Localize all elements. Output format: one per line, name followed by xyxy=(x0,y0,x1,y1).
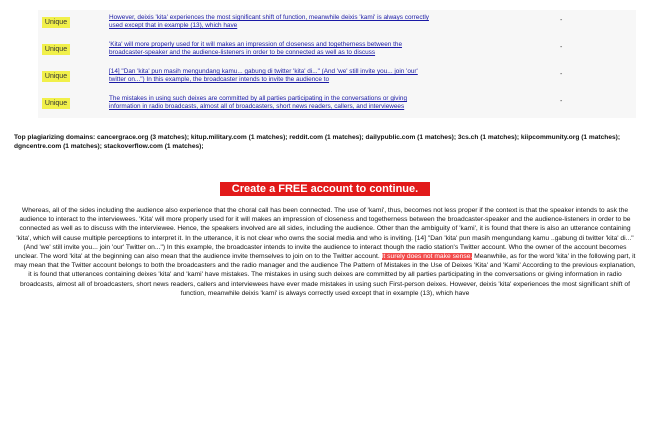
result-dash: - xyxy=(560,44,563,51)
result-row xyxy=(38,91,636,118)
snippet-line: 'Kita' will more properly used for it will makes an impression of closeness and togetherness between the xyxy=(109,41,403,48)
snippet-line: The mistakes in using such deixes are committed by all parties participating in the conversations or giving xyxy=(109,95,408,102)
result-dash: - xyxy=(560,71,563,78)
document-text xyxy=(14,206,636,298)
unique-badge: Unique xyxy=(42,17,70,28)
text-before: Whereas, all of the sides including the audience also experience that the choral call has been connected. The use of 'kami', thus, becomes not less proper if the context is that the speaker intends to ask the audience to interact to the interviewees. 'Kita' will more properly used for it will makes an impression of closeness and togetherness between the broadcaster-speaker and the audience-listeners in order to be connected as well as to discuss with the interviewee. Hence, the speakers involved are all sides, including the audience. Other than the ambiguity of 'kami', it is found that there is also an utterance containing 'kita', which will cause multiple perceptions to interpret it. In the utterance, it is not clear who owns the social media and who is inviting. [14] "Dan 'kita' pun masih mengundang kamu ..gabung di twitter 'kita' di..." (And 'we' still invite you... join 'our' Twitter on...") In this example, the broadcaster intends to invite the audience to interact though the radio station's Twitter account. Who the owner of the account becomes unclear. The word 'kita' at the beginning can also mean that the audience invite themselves to join on to the Twitter account. xyxy=(14,207,634,261)
snippet-line: However, deixis 'kita' experiences the most significant shift of function, meanwhile deixis 'kami' is always correctly xyxy=(109,14,429,21)
snippet-line: information in radio broadcasts, almost all of broadcasters, short news readers, callers, and interviewees xyxy=(109,103,405,110)
create-account-button[interactable]: Create a FREE account to continue. xyxy=(220,182,430,196)
result-snippet-link[interactable] xyxy=(109,68,477,84)
result-row xyxy=(38,64,636,91)
unique-badge: Unique xyxy=(42,44,70,55)
result-row xyxy=(38,37,636,64)
result-dash: - xyxy=(560,98,563,105)
result-snippet-link[interactable] xyxy=(109,14,477,30)
highlighted-phrase: It surely does not make sense. xyxy=(381,253,473,261)
unique-badge: Unique xyxy=(42,71,70,82)
top-domains xyxy=(14,133,636,151)
result-row xyxy=(38,10,636,37)
top-domains-label: Top plagiarizing domains: xyxy=(14,134,96,141)
result-snippet-link[interactable] xyxy=(109,41,477,57)
result-dash: - xyxy=(560,17,563,24)
result-snippet-link[interactable] xyxy=(109,95,477,111)
unique-badge: Unique xyxy=(42,98,70,109)
results-table xyxy=(38,10,636,118)
snippet-line: [14] "Dan 'kita' pun masih mengundang kamu... gabung di twitter 'kita' di..." (And 'we' still invite you... join 'our' xyxy=(109,68,418,75)
snippet-line: broadcaster-speaker and the audience-listeners in order to be connected as well as to discuss xyxy=(109,49,376,56)
top-domains-list: cancergrace.org (3 matches); kitup.military.com (1 matches); reddit.com (1 matches); dailypublic.com (1 matches); 3cs.ch (1 matches); kiipcommunity.org (1 matches); dgncentre.com (1 matches); stackoverflow.com (1 matches); xyxy=(14,134,621,150)
snippet-line: used except that in example (13), which have xyxy=(109,22,238,29)
text-after: Meanwhile, as for the word 'kita' in the following part, it may mean that the Twitter account belongs to both the broadcasters and the radio manager and the audience The Pattern of Mistakes in the Use of Deixes 'Kita' and 'Kami' According to the previous explanation, it is found that utterances containing deixes 'kita' and 'kami' have mistakes. The mistakes in using such deixes are committed by all parties participating in the conversations or giving information in radio broadcasts, almost all of broadcasters, short news readers, callers and interviewees have ever made mistakes in using such First-person deixes. However, deixis 'kita' experiences the most significant shift of function, meanwhile deixis 'kami' is always correctly used except that in example (13), which have xyxy=(14,253,636,297)
snippet-line: twitter on...") In this example, the broadcaster intends to invite the audience to xyxy=(109,76,330,83)
